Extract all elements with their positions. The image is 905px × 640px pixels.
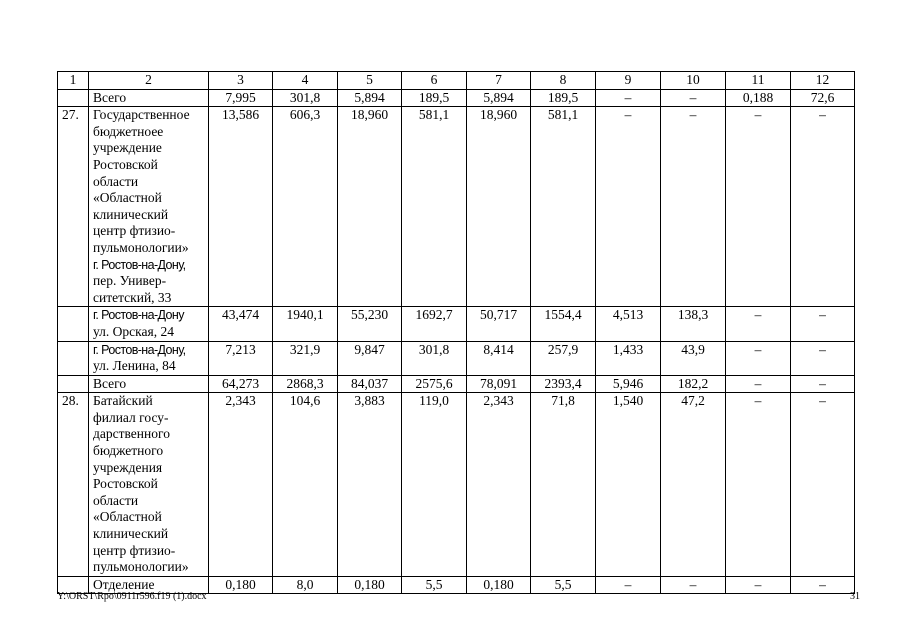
table-cell: 8,414 [467, 341, 531, 375]
header-cell: 8 [531, 72, 596, 90]
table-cell: 581,1 [531, 107, 596, 307]
table-row [58, 375, 855, 393]
table-cell: 1692,7 [402, 307, 467, 341]
table-cell: 78,091 [467, 375, 531, 393]
table-cell: 0,180 [467, 576, 531, 594]
row-name: Всего [89, 89, 209, 107]
table-cell: – [661, 107, 726, 307]
table-cell: 5,946 [596, 375, 661, 393]
table-cell: 1940,1 [273, 307, 338, 341]
table-row [58, 307, 855, 341]
table-cell: – [791, 375, 855, 393]
table-cell: 2,343 [209, 393, 273, 577]
table-cell: 0,180 [338, 576, 402, 594]
table-cell: 104,6 [273, 393, 338, 577]
row-name: Всего [89, 375, 209, 393]
table-row [58, 89, 855, 107]
header-cell: 12 [791, 72, 855, 90]
row-name: Государственное бюджетноее учреждение Ростовской области «Областной клинический центр фтизио- пульмонологии» г. Ростов-на-Дону, пер. Универ- ситетский, 33 [89, 107, 209, 307]
header-row [58, 72, 855, 90]
table-cell: 2575,6 [402, 375, 467, 393]
table-row [58, 393, 855, 577]
table-row [58, 107, 855, 307]
header-cell: 4 [273, 72, 338, 90]
table-cell: 64,273 [209, 375, 273, 393]
row-number [58, 89, 89, 107]
table-cell: 9,847 [338, 341, 402, 375]
table-cell: 43,9 [661, 341, 726, 375]
table-cell: 5,894 [467, 89, 531, 107]
header-cell: 6 [402, 72, 467, 90]
table-cell: 3,883 [338, 393, 402, 577]
table-cell: 5,894 [338, 89, 402, 107]
table-cell: 2393,4 [531, 375, 596, 393]
header-cell: 7 [467, 72, 531, 90]
header-cell: 1 [58, 72, 89, 90]
table-cell: 1,433 [596, 341, 661, 375]
row-name: Отделение [89, 576, 209, 594]
table-cell: 71,8 [531, 393, 596, 577]
row-number: 28. [58, 393, 89, 577]
table-cell: 581,1 [402, 107, 467, 307]
table-cell: – [596, 576, 661, 594]
row-number [58, 375, 89, 393]
table-cell: 301,8 [273, 89, 338, 107]
table-cell: – [791, 107, 855, 307]
table-cell: 84,037 [338, 375, 402, 393]
table-cell: 7,995 [209, 89, 273, 107]
table-cell: 4,513 [596, 307, 661, 341]
table-cell: – [726, 307, 791, 341]
table-cell: 1,540 [596, 393, 661, 577]
row-name: Батайский филиал госу- дарственного бюджетного учреждения Ростовской области «Областной клинический центр фтизио- пульмонологии» [89, 393, 209, 577]
table-cell: 321,9 [273, 341, 338, 375]
table-cell: – [791, 341, 855, 375]
table-cell: – [726, 375, 791, 393]
table-cell: – [661, 89, 726, 107]
table-cell: – [726, 393, 791, 577]
table-cell: 189,5 [531, 89, 596, 107]
header-cell: 9 [596, 72, 661, 90]
table-cell: 257,9 [531, 341, 596, 375]
table-cell: 189,5 [402, 89, 467, 107]
table-cell: 55,230 [338, 307, 402, 341]
header-cell: 2 [89, 72, 209, 90]
table-cell: 72,6 [791, 89, 855, 107]
table-cell: 18,960 [338, 107, 402, 307]
table-cell: 301,8 [402, 341, 467, 375]
data-table [57, 71, 855, 594]
footer-file-path: Y:\ORST\Rpo\0911r596.f19 (1).docx [57, 591, 207, 602]
row-number [58, 307, 89, 341]
table-cell: 13,586 [209, 107, 273, 307]
page-number: 31 [850, 591, 860, 602]
table-cell: 1554,4 [531, 307, 596, 341]
table-cell: 5,5 [531, 576, 596, 594]
table-cell: 7,213 [209, 341, 273, 375]
table-cell: 2868,3 [273, 375, 338, 393]
table-cell: – [596, 107, 661, 307]
table-cell: 182,2 [661, 375, 726, 393]
table-cell: 0,180 [209, 576, 273, 594]
table-cell: 2,343 [467, 393, 531, 577]
table-cell: – [596, 89, 661, 107]
table-cell: 606,3 [273, 107, 338, 307]
table-cell: 8,0 [273, 576, 338, 594]
table-cell: 18,960 [467, 107, 531, 307]
header-cell: 3 [209, 72, 273, 90]
table-cell: – [791, 576, 855, 594]
table-cell: – [661, 576, 726, 594]
header-cell: 5 [338, 72, 402, 90]
table-cell: 119,0 [402, 393, 467, 577]
table-cell: – [791, 393, 855, 577]
header-cell: 10 [661, 72, 726, 90]
table-cell: – [726, 107, 791, 307]
table-cell: – [726, 576, 791, 594]
table-cell: 138,3 [661, 307, 726, 341]
table-cell: 0,188 [726, 89, 791, 107]
table-cell: 43,474 [209, 307, 273, 341]
row-name: г. Ростов-на-Дону, ул. Ленина, 84 [89, 341, 209, 375]
table-cell: – [791, 307, 855, 341]
table-cell: 50,717 [467, 307, 531, 341]
header-cell: 11 [726, 72, 791, 90]
row-number: 27. [58, 107, 89, 307]
table-cell: 47,2 [661, 393, 726, 577]
table-row [58, 341, 855, 375]
table-cell: – [726, 341, 791, 375]
table-cell: 5,5 [402, 576, 467, 594]
row-name: г. Ростов-на-Дону ул. Орская, 24 [89, 307, 209, 341]
row-number [58, 341, 89, 375]
